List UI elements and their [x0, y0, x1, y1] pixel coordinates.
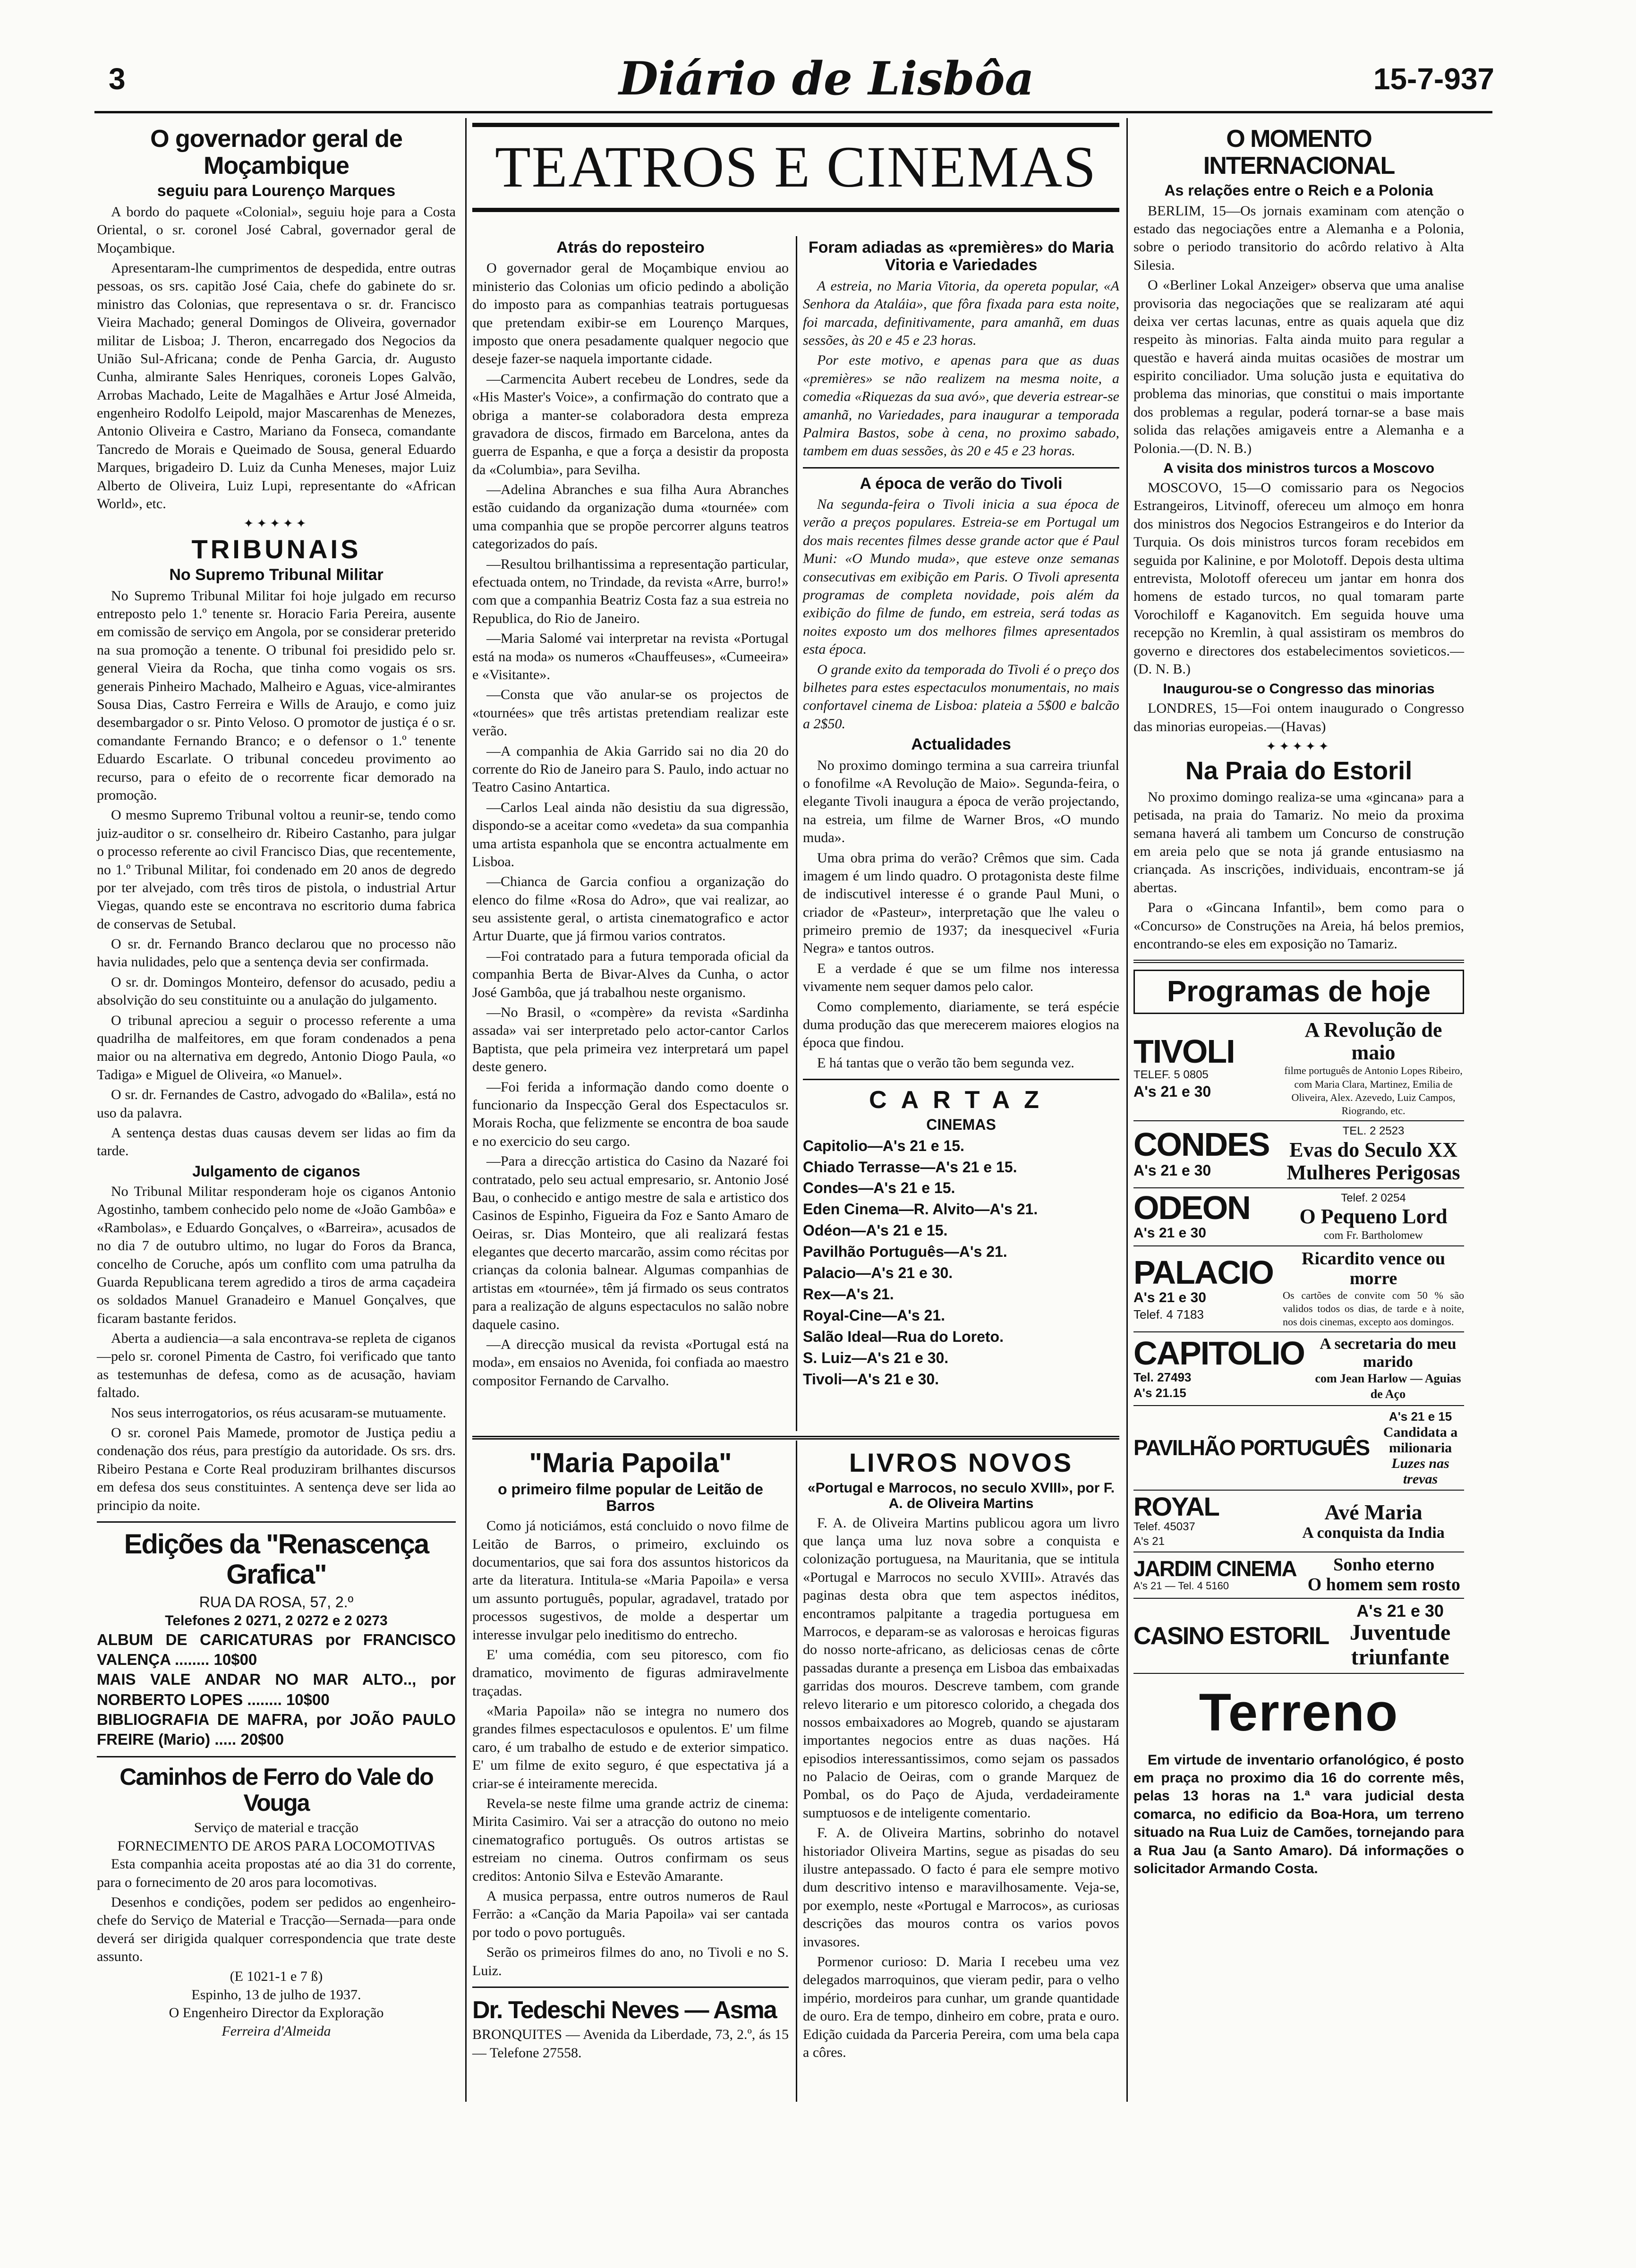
cf-signature-name: Ferreira d'Almeida	[222, 2023, 331, 2039]
film-title: A Revolução de maio	[1304, 1018, 1442, 1065]
column-livros	[803, 1445, 1119, 2063]
cartaz-item: Condes—A's 21 e 15.	[803, 1179, 955, 1197]
cf-reference: (E 1021-1 e 7 ß)	[230, 1969, 323, 1985]
livros-title: LIVROS NOVOS	[849, 1448, 1074, 1477]
program-row	[1133, 1124, 1464, 1188]
divider	[97, 1756, 456, 1757]
cinema-telephone: Telef. 2 0254	[1341, 1191, 1406, 1204]
cartaz-item: Rex—A's 21.	[803, 1286, 894, 1303]
cinema-time: A's 21	[1133, 1580, 1162, 1592]
papoila-title: "Maria Papoila"	[529, 1448, 732, 1478]
film-title: Sonho eterno	[1333, 1555, 1435, 1575]
cartaz-item: Tivoli—A's 21 e 30.	[803, 1371, 939, 1388]
papoila-subtitle: o primeiro filme popular de Leitão de Barros	[498, 1480, 763, 1514]
film-title: O Pequeno Lord	[1299, 1205, 1448, 1228]
rep-p1: O governador geral de Moçambique enviou ao ministerio das Colonias um oficio pedindo a abolição do imposto para as companhias teatrais portuguesas que pretendam exibir-se em Lourenço Marques, imposto que onera pesadamente qualquer negocio que deseje fazer-se naquela importante cidade.	[472, 260, 789, 367]
cartaz-item: Salão Ideal—Rua do Loreto.	[803, 1328, 1004, 1346]
caminhos-ferro-title: Caminhos de Ferro do Vale do Vouga	[119, 1764, 433, 1816]
program-row	[1133, 1493, 1464, 1552]
film-title: Evas do Seculo XX	[1289, 1138, 1457, 1161]
cinema-telephone: Telef. 4 7183	[1133, 1307, 1204, 1322]
column-rule	[1126, 118, 1128, 2102]
tivoli-title: A época de verão do Tivoli	[860, 474, 1063, 493]
cf-p2: Desenhos e condições, podem ser pedidos ao engenheiro-chefe do Serviço de Material e Tracção—Sernada—para onde deverá ser dirigida qualquer correspondencia que trate deste assunto.	[97, 1894, 456, 1965]
film-note: Mulheres Perigosas	[1287, 1161, 1460, 1185]
column-reposteiro	[472, 236, 789, 1392]
mom-p1: BERLIM, 15—Os jornais examinam com atenção o estado das negociações entre a Alemanha e a Polonia, sobre o periodo transitorio do acôrdo relativo à Alta Silesia.	[1133, 203, 1464, 273]
trib-p2: O mesmo Supremo Tribunal voltou a reunir-se, tendo como juiz-auditor o sr. conselheiro dr. Ribeiro Castanho, para julgar o processo referente ao civil Francisco Dias, que recentemente, no 1.º Tribunal Militar, foi condenado em 20 anos de degredo por ter alvejado, com três tiros de pistola, o industrial Artur Viegas, quando este se encontrava no escritorio duma fabrica de conservas de Setubal.	[97, 807, 456, 932]
cartaz-item: Royal-Cine—A's 21.	[803, 1307, 946, 1324]
act-p3: E a verdade é que se um filme nos interessa vivamente nem sequer damos pelo calor.	[803, 960, 1119, 995]
cinema-time: A's 21 e 30	[1133, 1162, 1211, 1179]
film-note: Luzes nas trevas	[1391, 1456, 1449, 1487]
jul-p2: Aberta a audiencia—a sala encontrava-se repleta de ciganos—pelo sr. coronel Pimenta de Castro, foi verificado que tanto as testemunhas de defesa, como as de acusação, haviam faltado.	[97, 1330, 456, 1401]
programas-title: Programas de hoje	[1133, 970, 1464, 1014]
cf-signature-role: O Engenheiro Director da Exploração	[169, 2005, 384, 2021]
cinema-name: TIVOLI	[1133, 1032, 1235, 1070]
rep-p14: —A direcção musical da revista «Portugal está na moda», em ensaios no Avenida, foi confiada ao maestro compositor Fernando de Carvalho.	[472, 1337, 789, 1389]
column-right	[1133, 123, 1464, 1880]
divider	[472, 1987, 789, 1988]
cartaz-item: S. Luiz—A's 21 e 30.	[803, 1349, 949, 1367]
film-note: O homem sem rosto	[1307, 1575, 1460, 1595]
program-row	[1133, 1191, 1464, 1247]
rep-p3: —Adelina Abranches e sua filha Aura Abranches estão cuidando da organização duma «tournée» com uma companhia que se propõe percorrer alguns teatros categorizados do país.	[472, 482, 789, 552]
trib-p5: O tribunal apreciou a seguir o processo referente a uma quadrilha de malfeitores, em que foram condenados a pena maior ou na alternativa em degredo, Antonio Diogo Paula, «o Tadiga» e Miguel de Oliveira, «o Manuel».	[97, 1012, 456, 1083]
cartaz-item: Pavilhão Português—A's 21.	[803, 1243, 1007, 1261]
jul-p1: No Tribunal Militar responderam hoje os ciganos Antonio Agostinho, tambem conhecido pelo nome de «João Gambôa» e «Rambolas», e Eduardo Gonçalves, o «Barreira», acusados de no dia 7 de outubro ultimo, no lugar do Foros da Branca, concelho de Coruche, após um conflito com uma patrulha da Guarda Republicana terem agredido a tiros de arma caçadeira os soldados Manuel Granadeiro e Manuel Gonçalves, que ficaram bastante feridos.	[97, 1183, 456, 1326]
terreno-p1: Em virtude de inventario orfanológico, é posto em praça no proximo dia 16 do corrente mês, pelas 13 horas na 1.ª vara judicial desta comarca, no edificio da Boa-Hora, um terreno situado na Rua Luiz de Camões, tornejando para a Rua Jau (a Santo Amaro). Dá informações o solicitador Armando Costa.	[1133, 1752, 1464, 1876]
edicoes-item: ALBUM DE CARICATURAS por FRANCISCO VALENÇA ........ 10$00	[97, 1630, 456, 1669]
rep-p2: —Carmencita Aubert recebeu de Londres, sede da «His Master's Voice», a confirmação do contrato que a obriga a manter-se colaboradora desta empreza gravadora de discos, firmado em Barcelona, antes da guerra de Espanha, e que a força a desistir da proposta da «Columbia», para Sevilha.	[472, 371, 789, 477]
program-row	[1133, 1602, 1464, 1674]
gov-p1: A bordo do paquete «Colonial», seguiu hoje para a Costa Oriental, o sr. coronel José Cabral, governador geral de Moçambique.	[97, 204, 456, 256]
column-rule	[465, 118, 467, 2102]
act-p4: Como complemento, diariamente, se terá espécie duma produção das que merecerem maiores elogios na época que findou.	[803, 998, 1119, 1051]
section-rule	[472, 1436, 1119, 1440]
cinema-telephone: TELEF. 5 0805	[1133, 1068, 1209, 1081]
rep-p13: —Para a direcção artistica do Casino da Nazaré foi contratado, pelo seu actual empresario, sr. Antonio José Bau, o conhecido e antigo mestre de sala e artistico dos Casinos de Espinho, Figueira da Foz e Santo Amaro de Oeiras, sr. Dias Monteiro, que ali realizará festas elegantes que decerto marcarão, assim como récitas por crianças da colonia balnear. Algumas companhias de artistas em «tournée», têm já firmado os seus contratos para a realização de alguns espectaculos no salão nobre daquele casino.	[472, 1153, 789, 1332]
pap-p6: Serão os primeiros filmes do ano, no Tivoli e no S. Luiz.	[472, 1944, 789, 1978]
tribunais-title: TRIBUNAIS	[191, 534, 361, 564]
pap-p2: E' uma comédia, com seu pitoresco, com fio dramatico, movimento de figuras admiravelmente traçadas.	[472, 1646, 789, 1699]
tiv-p2: O grande exito da temporada do Tivoli é o preço dos bilhetes para estes espectaculos monumentais, no mais confortavel cinema de Lisboa: plateia a 5$00 e balcão a 2$50.	[803, 661, 1119, 732]
film-title: Juventude triunfante	[1349, 1620, 1451, 1670]
pap-p1: Como já noticiámos, está concluido o novo filme de Leitão de Barros, o primeiro, excluindo os documentarios, que sai fora dos assuntos historicos da arte da literatura. Intitula-se «Maria Papoila» e versa um assunto português, popular, agradavel, tratado por processos sugestivos, de molde a despertar um interesse invulgar pelo ineditismo do entrecho.	[472, 1518, 789, 1643]
film-title: A secretaria do meu marido	[1320, 1335, 1457, 1371]
rep-p10: —Foi contratado para a futura temporada oficial da companhia Berta de Bivar-Alves da Cunha, o actor José Gambôa, que já trabalhou neste organismo.	[472, 948, 789, 1000]
gov-subtitle: seguiu para Lourenço Marques	[157, 182, 396, 200]
cf-date: Espinho, 13 de julho de 1937.	[191, 1987, 361, 2003]
liv-p1: F. A. de Oliveira Martins publicou agora um livro que lança uma luz nova sobre a conquista e colonização portuguesa, na Mauritania, que se intitula «Portugal e Marrocos no seculo XVIII». Através das paginas desta obra que tem aspectos inéditos, encontramos palpitante a tragedia portuguesa em Marrocos, e deparam-se as valorosas e heroicas figuras do nosso norte-africano, as deliciosas cenas de côrte passadas durante a presença em Lisboa das embaixadas garridas dos mouros. Descreve tambem, com grande relevo literario e um pitoresco colorido, a chegada dos nossos embaixadores ao Mogreb, quando se ajustaram importantes negocios entre as duas nações. Há episodios interessantissimos, como sejam os passados no Palacio de Oeiras, com o grande Marquez de Pombal, os do Paço de Ajuda, verdadeiramente sumptuosos e de inteligente comentario.	[803, 1515, 1119, 1821]
film-note: com Fr. Bartholomew	[1324, 1229, 1423, 1242]
edicoes-item: BIBLIOGRAFIA DE MAFRA, por JOÃO PAULO FREIRE (Mario) ..... 20$00	[97, 1710, 456, 1748]
column-rule	[796, 1441, 797, 2102]
edicoes-telephone: Telefones 2 0271, 2 0272 e 2 0273	[165, 1612, 388, 1629]
cinema-time: A's 21 e 30	[1133, 1289, 1206, 1305]
divider	[803, 1079, 1119, 1080]
divider-ornament: ✦✦✦✦✦	[243, 517, 309, 531]
jul-p4: O sr. coronel Pais Mamede, promotor de Justiça pediu a condenação dos réus, para prestígio da autoridade. Os srs. drs. Ribeiro Pestana e Corte Real produziram brilhantes discursos em defesa dos seus constituintes. A sentença deve ser lida ao principio da noite.	[97, 1425, 456, 1513]
cartaz-item: Odéon—A's 21 e 15.	[803, 1222, 948, 1239]
cinema-name: CONDES	[1133, 1126, 1270, 1163]
rep-p6: —Consta que vão anular-se os projectos de «tournées» que três artistas pretendiam realizar este verão.	[472, 687, 789, 739]
column-papoila	[472, 1445, 789, 2062]
newspaper-masthead: Diário de Lisbôa	[619, 52, 1034, 105]
gov-p2: Apresentaram-lhe cumprimentos de despedida, entre outras pessoas, os srs. capitão José Caia, chefe do gabinete do sr. ministro das Colonias, que representava o sr. dr. Francisco Vieira Machado; general Domingos de Oliveira, governador militar de Lisboa; J. Theron, encarregado dos Negocios da União Sul-Africana; conde de Penha Garcia, dr. Augusto Cunha, almirante Sales Henriques, coroneis Lopes Galvão, Arrobas Machado, Leite de Magalhães e Artur José Almeida, engenheiro Rodolfo Leipold, major Mascarenhas de Menezes, Antonio Oliveira e Castro, Mariano da Fonseca, comandante Tancredo de Morais e Queimado de Sousa, general Eduardo Marques, brigadeiro D. Luiz da Cunha Meneses, major Luiz Alberto de Oliveira, Luiz Lupi, representante do «African World», etc.	[97, 260, 456, 512]
cinema-time: A's 21 e 30	[1133, 1225, 1206, 1241]
cartaz-item: Eden Cinema—R. Alvito—A's 21.	[803, 1201, 1038, 1218]
pap-p5: A musica perpassa, entre outros numeros de Raul Ferrão: a «Canção da Maria Papoila» vai ser cantada por todo o povo português.	[472, 1888, 789, 1940]
divider	[1133, 960, 1464, 963]
cinema-name: ODEON	[1133, 1189, 1250, 1227]
cinema-name: PALACIO	[1133, 1253, 1273, 1291]
praia-p1: No proximo domingo realiza-se uma «gincana» para a petisada, na praia do Tamariz. No meio da proxima semana haverá ali tambem um Concurso de construção em areia pelo que se nota já grande entusiasmo na criançada. As inscrições, individuais, encontram-se já abertas.	[1133, 789, 1464, 895]
program-row	[1133, 1019, 1464, 1121]
edicoes-title: Edições da "Renascença Grafica"	[124, 1528, 429, 1590]
tiv-p1: Na segunda-feira o Tivoli inicia a sua época de verão a preços populares. Estreia-se em Portugal um dos mais recentes filmes desse grande actor que é Paul Muni: «O Mundo muda», que esteve onze semanas consecutivas em exibição em Paris. O Tivoli apresenta programas de completa novidade, pois além da exibição do filme de fundo, em estreia, será todas as noites exposto um dos melhores filmes apresentados esta época.	[803, 496, 1119, 657]
act-p1: No proximo domingo termina a sua carreira triunfal o fonofilme «A Revolução de Maio». Segunda-feira, o elegante Tivoli inaugura a época de verão projectando, na estreia, um filme de Warner Bros, «O mundo muda».	[803, 757, 1119, 846]
divider-ornament: ✦✦✦✦✦	[1266, 740, 1332, 754]
program-row	[1133, 1249, 1464, 1332]
film-note: Os cartões de convite com 50 % são validos todos os dias, de tarde e à noite, nos dois cinemas, excepto aos domingos.	[1283, 1289, 1464, 1328]
moscovo-title: A visita dos ministros turcos a Moscovo	[1163, 460, 1435, 477]
film-note: com Jean Harlow — Aguias de Aço	[1315, 1372, 1461, 1401]
gov-title: O governador geral de Moçambique	[150, 125, 402, 180]
adi-p2: Por este motivo, e apenas para que as duas «premières» se não realizem na mesma noite, a comedia «Riquezas da sua avó», que deveria estrear-se amanhã, no Variedades, para inaugurar a temporada Palmira Bastos, sobe à cena, no proximo sabado, tambem em duas sessões, às 20 e 45 e 23 horas.	[803, 352, 1119, 459]
divider	[97, 1521, 456, 1523]
trib-p7: A sentença destas duas causas devem ser lidas ao fim da tarde.	[97, 1125, 456, 1159]
rep-p11: —No Brasil, o «compère» da revista «Sardinha assada» vai ser interpretado pelo actor-cantor Carlos Baptista, que pela primeira vez interpretará um papel deste genero.	[472, 1005, 789, 1075]
cinema-time: A's 21.15	[1133, 1386, 1186, 1400]
cinema-name: ROYAL	[1133, 1492, 1219, 1522]
cf-p1: Esta companhia aceita propostas até ao dia 31 do corrente, para o fornecimento de 20 aros para locomotivas.	[97, 1856, 456, 1890]
jul-p3: Nos seus interrogatorios, os réus acusaram-se mutuamente.	[111, 1405, 446, 1421]
actualidades-title: Actualidades	[911, 735, 1011, 754]
film-title: Candidata a milionaria	[1383, 1424, 1458, 1456]
rep-p5: —Maria Salomé vai interpretar na revista «Portugal está na moda» os numeros «Chauffeuses», «Cumeeira» e «Visitante».	[472, 631, 789, 682]
cinema-name: PAVILHÃO PORTUGUÊS	[1133, 1435, 1369, 1460]
column-left	[97, 123, 456, 2040]
header-rule	[94, 111, 1492, 113]
trib-p1: No Supremo Tribunal Militar foi hoje julgado em recurso entreposto pelo 1.º tenente sr. Horacio Faria Pereira, ausente em comissão de serviço em Angola, por se considerar preterido na sua promoção a tenente. O tribunal foi presidido pelo sr. general Vieira da Rocha, que tinha como vogais os srs. generais Pinheiro Machado, Malheiro e Aguas, vice-almirantes Sousa Dias, Castro Ferreira e Wills de Araujo, e como juiz desembargador o sr. Pinto Veloso. O promotor de justiça é o sr. comandante Fernando Branco; e o defensor o 1.º tenente Eduardo Escarlate. O tribunal concedeu provimento ao recurso, para o efeito de o recorrente ficar demorado na promoção.	[97, 588, 456, 803]
momento-title: O MOMENTO INTERNACIONAL	[1203, 125, 1395, 180]
congresso-title: Inaugurou-se o Congresso das minorias	[1163, 681, 1435, 697]
cartaz-item: Capitolio—A's 21 e 15.	[803, 1137, 964, 1154]
praia-title: Na Praia do Estoril	[1185, 757, 1413, 785]
rep-p4: —Resultou brilhantissima a representação particular, efectuada ontem, no Trindade, da revista «Arre, burro!» com que a companhia Beatriz Costa faz a sua estreia no Republica, do Rio de Janeiro.	[472, 556, 789, 626]
trib-p6: O sr. dr. Fernandes de Castro, advogado do «Balila», está no uso da palavra.	[97, 1087, 456, 1121]
page-number: 3	[109, 62, 126, 96]
film-note: filme português de Antonio Lopes Ribeiro, com Maria Clara, Martinez, Emilia de Oliveira, Alex. Azevedo, Luiz Campos, Riogrando, etc.	[1284, 1065, 1463, 1117]
cinema-time: A's 21 e 30	[1356, 1601, 1444, 1621]
program-row	[1133, 1335, 1464, 1406]
edicoes-item: MAIS VALE ANDAR NO MAR ALTO.., por NORBERTO LOPES ........ 10$00	[97, 1671, 456, 1708]
cinema-name: JARDIM CINEMA	[1133, 1556, 1296, 1581]
adi-p1: A estreia, no Maria Vitoria, da opereta popular, «A Senhora da Ataláia», que fôra fixada para esta noite, foi marcada, definitivamente, para amanhã, em duas sessões, às 20 e 45 e 23 horas.	[803, 278, 1119, 348]
tribunais-subtitle: No Supremo Tribunal Militar	[169, 566, 383, 584]
adiadas-title: Foram adiadas as «premières» do Maria Vitoria e Variedades	[808, 239, 1114, 274]
con-p1: LONDRES, 15—Foi ontem inaugurado o Congresso das minorias europeias.—(Havas)	[1133, 700, 1464, 734]
terreno-title: Terreno	[1199, 1683, 1399, 1742]
cartaz-item: Chiado Terrasse—A's 21 e 15.	[803, 1158, 1017, 1176]
pap-p3: «Maria Papoila» não se integra no numero dos grandes filmes espectaculosos e opulentos. E' um filme caro, é um trabalho de estudo e de exterior simpatico. E' um filme de exito seguro, é que espectativa já a criar-se é inteiramente merecida.	[472, 1703, 789, 1791]
liv-p3: Pormenor curioso: D. Maria I recebeu uma vez delegados marroquinos, que vieram pedir, para o velho império, mordeiros para cunhar, um grande quantidade de ouro. Era de tempo, dinheiro em cobre, prata e ouro. Edição cuidada da Parceria Pereira, com uma bela capa a côres.	[803, 1953, 1119, 2060]
trib-p3: O sr. dr. Fernando Branco declarou que no processo não havia nulidades, pelo que a sentença devia ser confirmada.	[97, 936, 456, 970]
liv-p2: F. A. de Oliveira Martins, sobrinho do notavel historiador Oliveira Martins, segue as pisadas do seu ilustre antepassado. O facto é para ele sempre motivo dum descritivo intenso e maravilhosamente. Veja-se, por exemplo, neste «Portugal e Marrocos», as curiosas descrições das mouros contra os varios povos invasores.	[803, 1825, 1119, 1950]
tedeschi-ad-title: Dr. Tedeschi Neves — Asma	[472, 1996, 776, 2024]
rep-p7: —A companhia de Akia Garrido sai no dia 20 do corrente do Rio de Janeiro para S. Paulo, indo actuar no Teatro Casino Antartica.	[472, 743, 789, 795]
film-title: Ricardito vence ou morre	[1302, 1249, 1445, 1289]
cf-subtitle2: FORNECIMENTO DE AROS PARA LOCOMOTIVAS	[117, 1838, 435, 1854]
momento-subtitle: As relações entre o Reich e a Polonia	[1164, 182, 1433, 199]
rep-p9: —Chianca de Garcia confiou a organização do elenco do filme «Rosa do Adro», que vai realizar, ao seu assistente geral, o artista cinematografico e actor Artur Duarte, que já firmou varios contratos.	[472, 874, 789, 944]
act-p2: Uma obra prima do verão? Crêmos que sim. Cada imagem é um lindo quadro. O protagonista deste filme de indiscutivel interesse é o grande Paul Muni, o criador de «Pasteur», interpretação que lhe valeu o primeiro premio de 1937; da inesquecivel «Furia Negra» e tantos outros.	[803, 850, 1119, 956]
film-note: A conquista da India	[1302, 1524, 1445, 1542]
cinema-telephone: Tel. 27493	[1133, 1370, 1192, 1384]
tedeschi-ad-detail: BRONQUITES — Avenida da Liberdade, 73, 2.º, ás 15 — Telefone 27558.	[472, 2027, 789, 2061]
teatros-title: TEATROS E CINEMAS	[472, 123, 1119, 212]
cinema-telephone: Telef. 45037	[1133, 1520, 1195, 1534]
mos-p1: MOSCOVO, 15—O comissario para os Negocios Estrangeiros, Litvinoff, ofereceu um almoço em honra dos ministros dos Negocios Estrangeiros e do Interior da Turquia. Os dois ministros turcos foram recebidos em seguida por Kalinine, e por Molotoff. Depois desta ultima entrevista, Molotoff ofereceu um jantar em honra dos homens de estado turcos, no qual tomaram parte Vorochiloff e Kaganovitch. Em seguida houve uma recepção no Kremlin, à qual assistiram os membros do governo e directores dos estabelecimentos sovieticos.—(D. N. B.)	[1133, 480, 1464, 677]
rep-p12: —Foi ferida a informação dando como doente o funcionario da Inspecção Geral dos Espectaculos sr. Morais Rocha, que felizmente se encontra de boa saude e no exercicio do seu cargo.	[472, 1079, 789, 1149]
cinema-telephone: Tel. 4 5160	[1178, 1580, 1229, 1592]
pap-p4: Revela-se neste filme uma grande actriz de cinema: Mirita Casimiro. Vai ser a atracção do outono no meio cinematografico português. Os outros artistas se estreiam no cinema. Outros confirmam os seus creditos: Antonio Silva e Estevão Amarante.	[472, 1796, 789, 1884]
cinema-name: CASINO ESTORIL	[1133, 1622, 1329, 1650]
mom-p2: O «Berliner Lokal Anzeiger» observa que uma analise provisoria das negociações que se realizaram até aqui deixa ver certas lacunas, entre as quais aquela que diz respeito às minorias. Falta ainda muito para regular a questão e haverá ainda muitas ocasiões de mostrar um espirito conciliador. Uma solução justa e equitativa do problema das minorias, que constitui o mais importante dos problemas a regular, poderá tornar-se a base mais solida das relações amigaveis entre a Alemanha e a Polonia.—(D. N. B.)	[1133, 277, 1464, 456]
cinema-time: A's 21	[1133, 1535, 1165, 1548]
film-title: Avé Maria	[1324, 1500, 1423, 1524]
program-row: JARDIM CINEMA A's 21 — Tel. 4 5160 Sonho eterno O homem sem rosto	[1133, 1555, 1464, 1599]
cinema-time: A's 21 e 30	[1133, 1083, 1211, 1100]
cartaz-title: CARTAZ	[869, 1086, 1053, 1114]
praia-p2: Para o «Gincana Infantil», bem como para o «Concurso» de Construções na Areia, há belos premios, encontrando-se eles em exposição no Tamariz.	[1133, 900, 1464, 952]
rep-p8: —Carlos Leal ainda não desistiu da sua digressão, dispondo-se a aceitar como «vedeta» da sua companhia uma artista espanhola que se encontra actualmente em Lisboa.	[472, 799, 789, 870]
divider	[803, 467, 1119, 469]
cartaz-subtitle: CINEMAS	[926, 1116, 996, 1134]
column-rule	[796, 236, 797, 1431]
julgamento-title: Julgamento de ciganos	[192, 1162, 360, 1180]
edicoes-address: RUA DA ROSA, 57, 2.º	[199, 1593, 354, 1611]
program-row	[1133, 1409, 1464, 1491]
livros-subtitle: «Portugal e Marrocos, no seculo XVIII», por F. A. de Oliveira Martins	[807, 1480, 1115, 1511]
issue-date: 15-7-937	[1373, 62, 1494, 96]
cinema-time: A's 21 e 15	[1389, 1409, 1452, 1424]
cartaz-item: Palacio—A's 21 e 30.	[803, 1264, 953, 1282]
act-p5: E há tantas que o verão tão bem segunda vez.	[817, 1055, 1074, 1071]
cinema-name: CAPITOLIO	[1133, 1334, 1304, 1372]
column-adiadas	[803, 236, 1119, 1391]
trib-p4: O sr. dr. Domingos Monteiro, defensor do acusado, pediu a absolvição do seu constituinte ou a anulação do julgamento.	[97, 974, 456, 1008]
cf-subtitle: Serviço de material e tracção	[194, 1820, 359, 1836]
cinema-telephone: TEL. 2 2523	[1342, 1125, 1405, 1138]
teatros-section	[472, 123, 1119, 219]
reposteiro-title: Atrás do reposteiro	[556, 239, 705, 256]
